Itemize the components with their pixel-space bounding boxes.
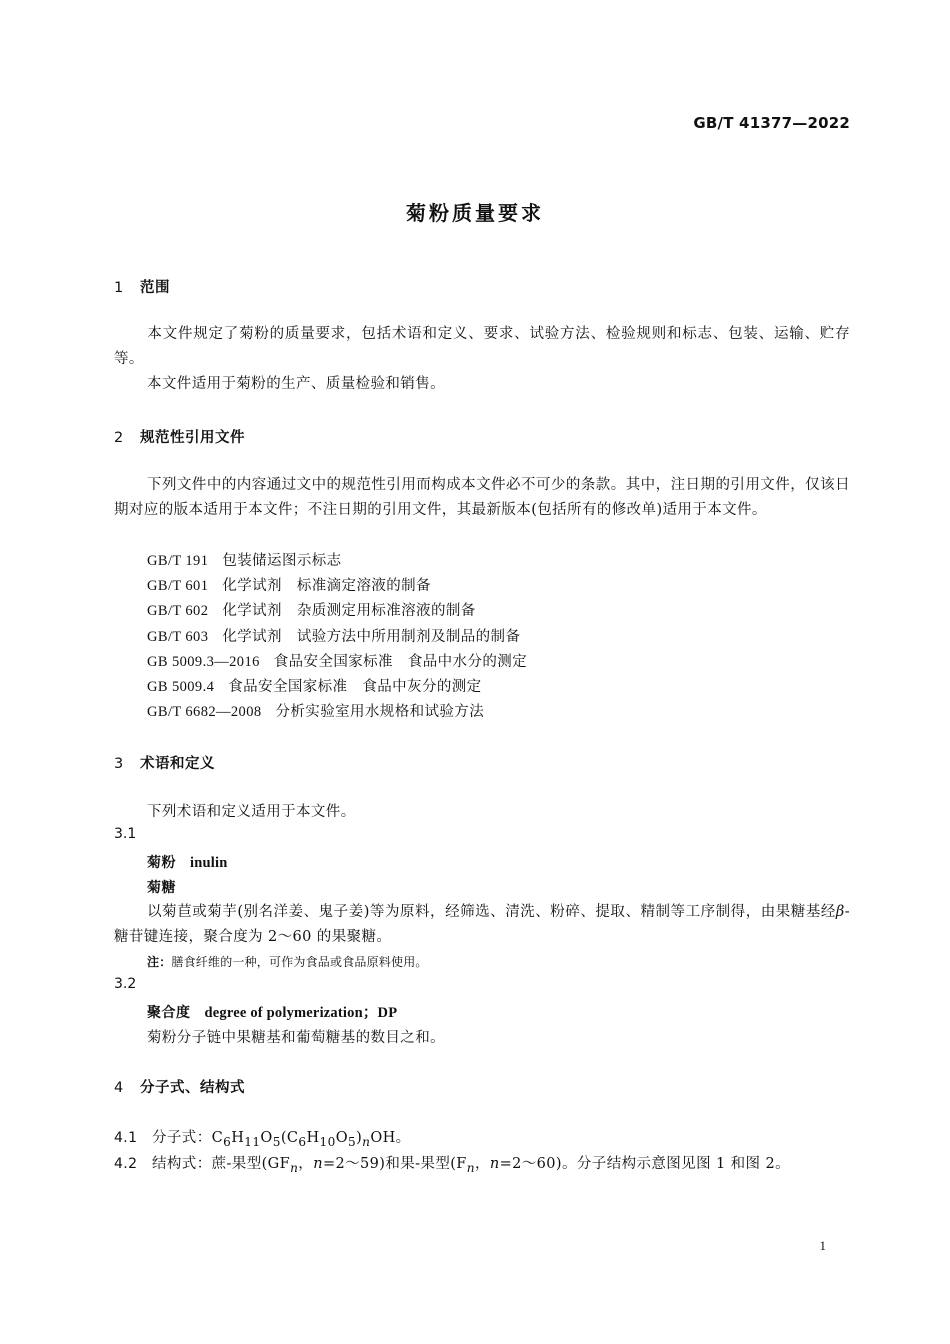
- scope-paragraph-1: 本文件规定了菊粉的质量要求，包括术语和定义、要求、试验方法、检验规则和标志、包装、运输、贮存等。: [114, 326, 850, 368]
- document-title: 菊粉质量要求: [406, 201, 544, 225]
- molecular-formula: 4.1 分子式：$C_6H_{11}O_5(C_6H_{10}O_5)_nOH$。: [114, 1130, 411, 1149]
- section-number: 4: [114, 1080, 124, 1096]
- section-title: 术语和定义: [140, 756, 215, 772]
- section-heading-formula: [114, 1076, 245, 1097]
- reference-item: GB 5009.4 食品安全国家标准 食品中灰分的测定: [147, 679, 482, 695]
- structural-formula: 4.2 结构式：蔗-果型($GF_n$，n=2～59)和果-果型($F_n$，n=2～60)。分子结构示意图见图 1 和图 2。: [114, 1156, 790, 1175]
- standard-code: GB/T 41377—2022: [693, 114, 850, 132]
- term-note: 注：膳食纤维的一种，可作为食品或食品原料使用。: [147, 955, 428, 969]
- reference-item: GB/T 6682—2008 分析实验室用水规格和试验方法: [147, 704, 485, 720]
- section-heading-terms: [114, 752, 215, 773]
- term-definition-inulin: 以菊苣或菊芋(别名洋姜、鬼子姜)等为原料，经筛选、清洗、粉碎、提取、精制等工序制得，由果糖基经β-糖苷键连接，聚合度为 2～60 的果聚糖。: [114, 904, 850, 946]
- section-number: 1: [114, 280, 124, 296]
- reference-item: GB/T 191 包装储运图示标志: [147, 553, 342, 569]
- reference-item: GB/T 601 化学试剂 标准滴定溶液的制备: [147, 578, 431, 594]
- section-title: 范围: [140, 280, 170, 296]
- term-synonym: 菊糖: [147, 880, 176, 896]
- section-heading-scope: [114, 276, 170, 297]
- term-inulin: 菊粉 inulin: [147, 855, 228, 871]
- term-degree-of-polymerization: 聚合度 degree of polymerization；DP: [147, 1005, 398, 1021]
- section-number: 3: [114, 756, 124, 772]
- normative-intro-paragraph: 下列文件中的内容通过文中的规范性引用而构成本文件必不可少的条款。其中，注日期的引用文件，仅该日期对应的版本适用于本文件；不注日期的引用文件，其最新版本(包括所有的修改单)适用于本文件。: [114, 477, 850, 519]
- term-definition-dp: 菊粉分子链中果糖基和葡萄糖基的数目之和。: [147, 1030, 445, 1046]
- clause-number: 3.1: [114, 826, 137, 842]
- clause-number: 3.2: [114, 976, 137, 992]
- section-title: 分子式、结构式: [140, 1080, 245, 1096]
- section-number: 2: [114, 430, 124, 446]
- scope-paragraph-2: 本文件适用于菊粉的生产、质量检验和销售。: [147, 376, 445, 392]
- reference-item: GB/T 602 化学试剂 杂质测定用标准溶液的制备: [147, 603, 476, 619]
- section-heading-normative-references: [114, 426, 245, 447]
- terms-intro: 下列术语和定义适用于本文件。: [147, 804, 356, 820]
- section-title: 规范性引用文件: [140, 430, 245, 446]
- page-number: 1: [819, 1238, 826, 1253]
- reference-item: GB 5009.3—2016 食品安全国家标准 食品中水分的测定: [147, 654, 528, 670]
- reference-item: GB/T 603 化学试剂 试验方法中所用制剂及制品的制备: [147, 629, 521, 645]
